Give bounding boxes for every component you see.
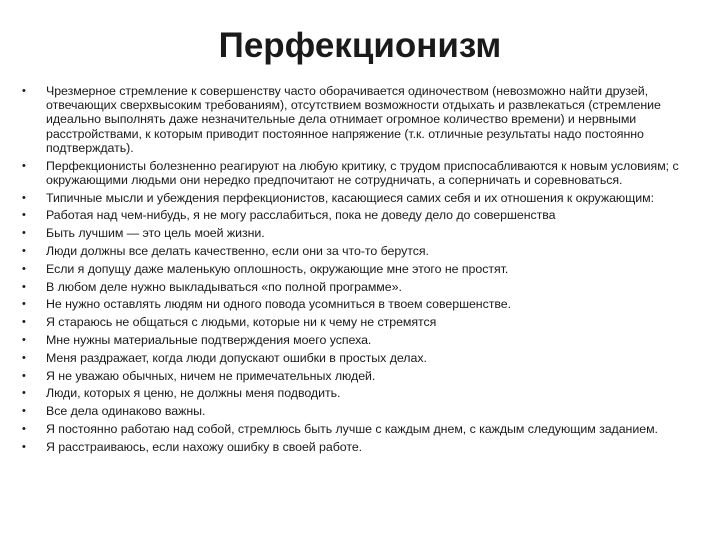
bullet-text: Я не уважаю обычных, ничем не примечательных людей. xyxy=(46,368,376,383)
bullet-dot-icon: • xyxy=(22,298,26,311)
bullet-item xyxy=(20,422,700,436)
bullet-text: Перфекционисты болезненно реагируют на любую критику, с трудом приспосабливаются к новым условиям; с окружающими людьми они нередко предпочитают не сотрудничать, а соперничать и соревноваться. xyxy=(46,158,679,187)
bullet-text: Меня раздражает, когда люди допускают ошибки в простых делах. xyxy=(46,350,427,365)
bullet-item xyxy=(20,297,700,311)
bullet-dot-icon: • xyxy=(22,262,26,275)
bullet-item xyxy=(20,208,700,222)
bullet-dot-icon: • xyxy=(22,333,26,346)
bullet-text: Я расстраиваюсь, если нахожу ошибку в своей работе. xyxy=(46,439,363,454)
bullet-item xyxy=(20,351,700,365)
bullet-text: Быть лучшим — это цель моей жизни. xyxy=(46,226,265,241)
bullet-dot-icon: • xyxy=(22,209,26,222)
bullet-item xyxy=(20,369,700,383)
bullet-item xyxy=(20,315,700,329)
bullet-item xyxy=(20,244,700,258)
bullet-dot-icon: • xyxy=(22,159,26,172)
bullet-item xyxy=(20,262,700,276)
bullet-dot-icon: • xyxy=(22,316,26,329)
bullet-text: Люди должны все делать качественно, если они за что-то берутся. xyxy=(46,244,429,258)
bullet-dot-icon: • xyxy=(22,227,26,240)
bullet-text: Не нужно оставлять людям ни одного повода усомниться в твоем совершенстве. xyxy=(46,297,511,312)
bullet-item xyxy=(20,333,700,347)
bullet-item xyxy=(20,440,700,454)
bullet-item xyxy=(20,226,700,240)
bullet-dot-icon: • xyxy=(22,440,26,453)
bullet-item xyxy=(20,159,700,187)
bullet-text: Чрезмерное стремление к совершенству часто оборачивается одиночеством (невозможно найти друзей, отвечающих сверхвысоким требованиям), отсутствием возможности отдыхать и развлекаться (стремление идеально выполнять даже незначительные дела отнимает огромное количество времени) и нервными расстройствами, к которым приводит постоянное напряжение (т.к. отличные результаты надо постоянно подтверждать). xyxy=(46,84,661,155)
bullet-item xyxy=(20,280,700,294)
bullet-text: Мне нужны материальные подтверждения моего успеха. xyxy=(46,332,372,347)
bullet-item xyxy=(20,191,700,205)
bullet-list xyxy=(20,84,700,458)
bullet-dot-icon: • xyxy=(22,422,26,435)
bullet-text: Люди, которых я ценю, не должны меня подводить. xyxy=(46,386,341,401)
bullet-dot-icon: • xyxy=(22,245,26,257)
bullet-text: Я стараюсь не общаться с людьми, которые ни к чему не стремятся xyxy=(46,315,437,330)
bullet-dot-icon: • xyxy=(22,280,26,293)
bullet-text: В любом деле нужно выкладываться «по полной программе». xyxy=(46,279,402,294)
bullet-text: Типичные мысли и убеждения перфекционистов, касающиеся самих себя и их отношения к окружающим: xyxy=(46,190,655,205)
slide-title: Перфекционизм xyxy=(218,26,502,65)
bullet-dot-icon: • xyxy=(22,405,26,418)
bullet-dot-icon: • xyxy=(22,351,26,364)
bullet-dot-icon: • xyxy=(22,369,26,382)
bullet-text: Работая над чем-нибудь, я не могу расслабиться, пока не доведу дело до совершенства xyxy=(46,208,556,223)
bullet-text: Если я допущу даже маленькую оплошность, окружающие мне этого не простят. xyxy=(46,261,509,276)
bullet-dot-icon: • xyxy=(22,387,26,400)
bullet-item xyxy=(20,404,700,418)
bullet-item xyxy=(20,386,700,400)
bullet-dot-icon: • xyxy=(22,191,26,204)
bullet-text: Все дела одинаково важны. xyxy=(46,404,206,419)
bullet-text: Я постоянно работаю над собой, стремлюсь быть лучше с каждым днем, с каждым следующим заданием. xyxy=(46,421,658,436)
bullet-dot-icon: • xyxy=(22,85,26,97)
bullet-item xyxy=(20,84,700,155)
